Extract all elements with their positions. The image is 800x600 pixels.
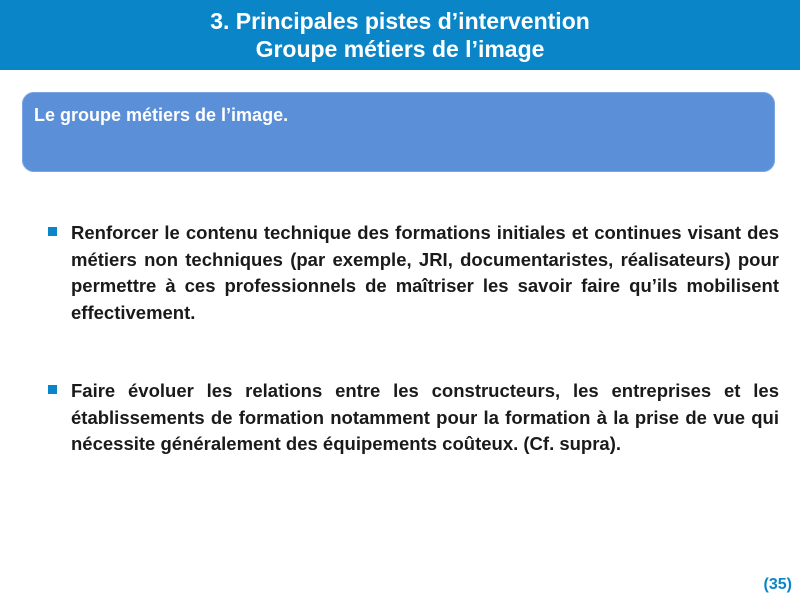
- square-bullet-icon: [48, 385, 57, 394]
- page-number: (35): [763, 576, 792, 593]
- square-bullet-icon: [48, 227, 57, 236]
- slide-title-line1: 3. Principales pistes d’intervention: [210, 8, 590, 34]
- bullet-list: [48, 220, 779, 458]
- bullet-item-2: [48, 378, 779, 458]
- bullet-text-2: Faire évoluer les relations entre les constructeurs, les entreprises et les établissements de formation notamment pour la formation à la prise de vue qui nécessite généralement des équipements coûteux. (Cf. supra).: [71, 380, 779, 454]
- slide-header: [0, 0, 800, 70]
- bullet-text-1: Renforcer le contenu technique des formations initiales et continues visant des métiers non techniques (par exemple, JRI, documentaristes, réalisateurs) pour permettre à ces professionnels de maîtriser les savoir faire qu’ils mobilisent effectivement.: [71, 222, 779, 323]
- bullet-item-1: [48, 220, 779, 326]
- subtitle-text: Le groupe métiers de l’image.: [34, 105, 289, 125]
- subtitle-box: [22, 92, 775, 172]
- slide-title-line2: Groupe métiers de l’image: [255, 36, 545, 62]
